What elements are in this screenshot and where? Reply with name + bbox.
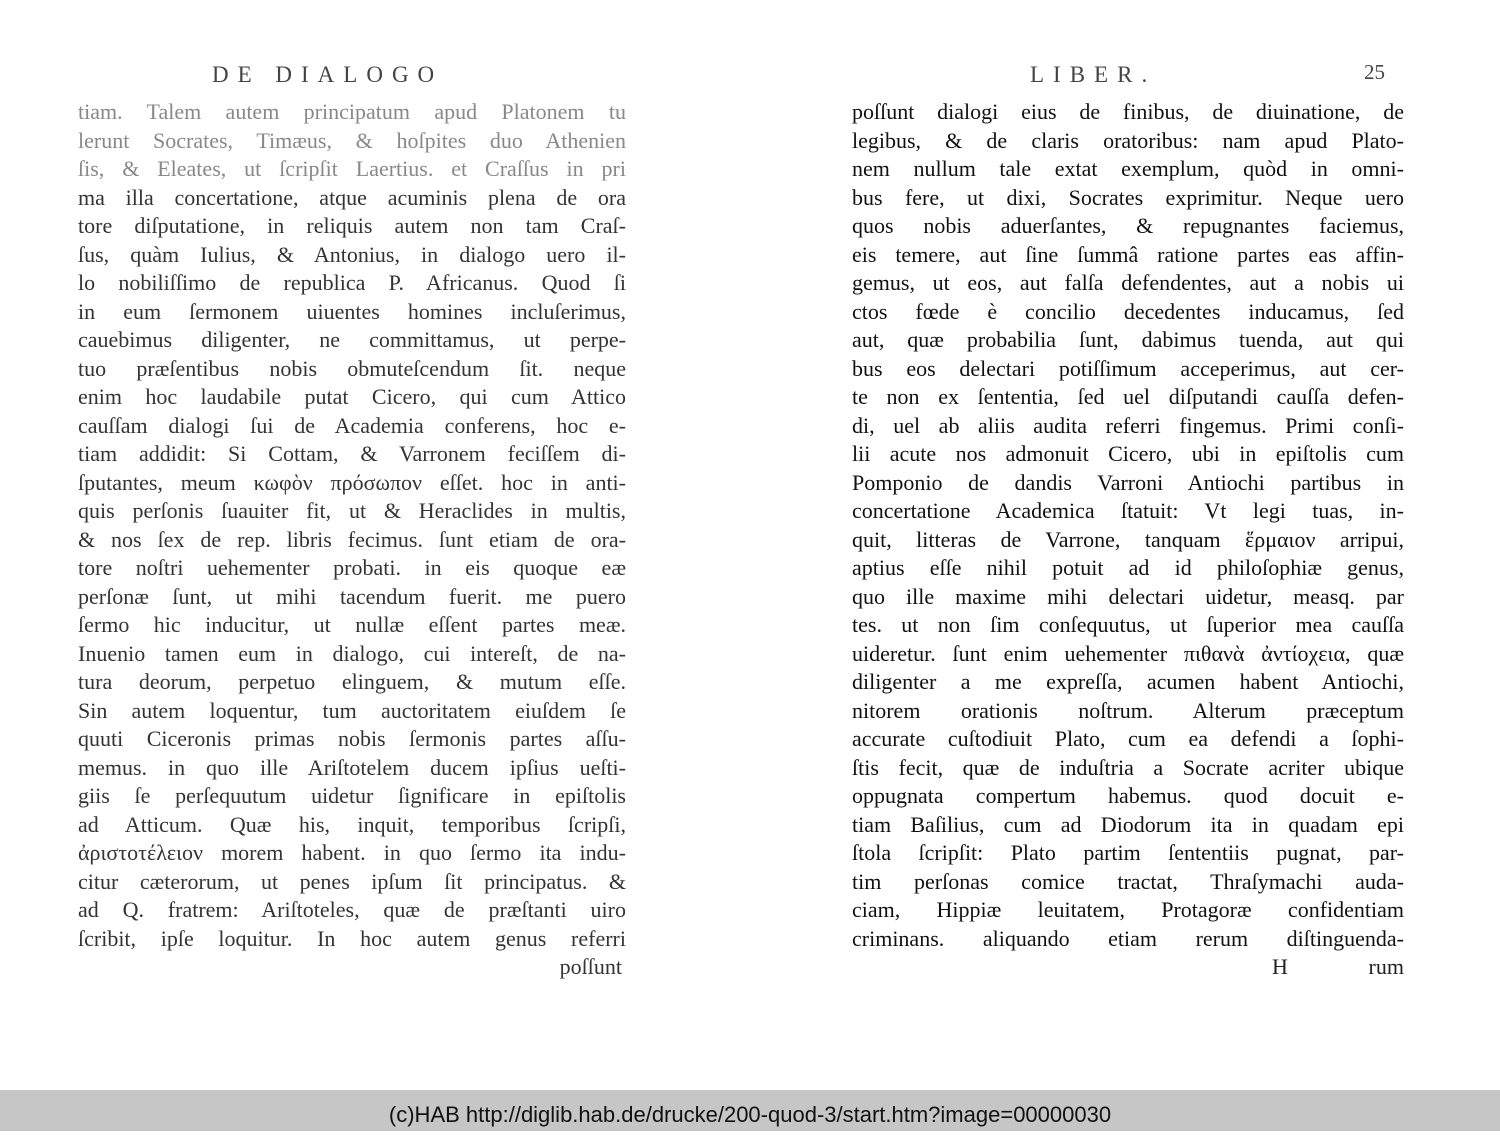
text-line: memus. in quo ille Ariſtotelem ducem ipſius ueſti- bbox=[78, 754, 626, 780]
text-line: ſcribit, ipſe loquitur. In hoc autem genus referri bbox=[78, 925, 626, 951]
catchword-right: rum bbox=[1368, 954, 1404, 979]
text-line: bus eos delectari potiſſimum acceperimus, aut cer- bbox=[852, 355, 1404, 381]
text-line: quuti Ciceronis primas nobis ſermonis partes aſſu- bbox=[78, 726, 626, 751]
signature-mark: H bbox=[1272, 954, 1288, 979]
text-line: ſermo hic inducitur, ut nullæ eſſent partes meæ. bbox=[78, 612, 626, 637]
text-line: ſus, quàm Iulius, & Antonius, in dialogo uero il- bbox=[78, 241, 626, 267]
text-line: tore diſputatione, in reliquis autem non tam Craſ- bbox=[78, 213, 626, 238]
text-line: accurate cuſtodiuit Plato, cum ea defendi a ſophi- bbox=[852, 726, 1404, 751]
text-line: te non ex ſententia, ſed uel diſputandi cauſſa defen- bbox=[852, 384, 1404, 409]
text-line: & nos ſex de rep. libris fecimus. ſunt etiam de ora- bbox=[78, 526, 626, 552]
text-line: cauſſam dialogi ſui de Academia conferens, hoc e- bbox=[78, 412, 626, 438]
text-line: citur cæterorum, ut penes ipſum ſit principatus. & bbox=[78, 868, 626, 894]
text-line: enim hoc laudabile putat Cicero, qui cum Attico bbox=[78, 384, 626, 409]
text-line: tiam Baſilius, cum ad Diodorum ita in quadam epi bbox=[852, 811, 1404, 837]
text-line: ſis, & Eleates, ut ſcripſit Laertius. et Craſſus in pri bbox=[78, 156, 626, 181]
text-line: di, uel ab aliis audita referri fingemus. Primi conſi- bbox=[852, 412, 1404, 438]
text-line: nem nullum tale extat exemplum, quòd in omni- bbox=[852, 156, 1404, 181]
text-line: lerunt Socrates, Timæus, & hoſpites duo Athenien bbox=[78, 127, 626, 153]
text-line: Sin autem loquentur, tum auctoritatem eiuſdem ſe bbox=[78, 697, 626, 723]
text-line: tiam addidit: Si Cottam, & Varronem feciſſem di- bbox=[78, 441, 626, 466]
running-head-right: LIBER. bbox=[1030, 62, 1157, 87]
right-text-block bbox=[852, 98, 1404, 953]
running-head-left: DE DIALOGO bbox=[212, 62, 444, 87]
text-line: quis perſonis ſuauiter fit, ut & Heraclides in multis, bbox=[78, 498, 626, 523]
text-line: nitorem orationis noſtrum. Alterum præceptum bbox=[852, 697, 1404, 723]
catchword-left: poſſunt bbox=[559, 954, 622, 979]
text-line: Pomponio de dandis Varroni Antiochi partibus in bbox=[852, 469, 1404, 495]
footer-credit: (c)HAB http://diglib.hab.de/drucke/200-quod-3/start.htm?image=00000030 bbox=[0, 1090, 1500, 1131]
text-line: quos nobis aduerſantes, & repugnantes faciemus, bbox=[852, 213, 1404, 238]
text-line: ad Q. fratrem: Ariſtoteles, quæ de præſtanti uiro bbox=[78, 897, 626, 922]
text-line: criminans. aliquando etiam rerum diſtinguenda- bbox=[852, 925, 1404, 951]
text-line: lo nobiliſſimo de republica P. Africanus. Quod ſi bbox=[78, 270, 626, 295]
text-line: quo ille maxime mihi delectari uidetur, measq. par bbox=[852, 583, 1404, 609]
text-line: ad Atticum. Quæ his, inquit, temporibus ſcripſi, bbox=[78, 811, 626, 837]
text-line: cauebimus diligenter, ne committamus, ut perpe- bbox=[78, 327, 626, 352]
text-line: aptius eſſe nihil potuit ad id philoſophiæ genus, bbox=[852, 555, 1404, 580]
text-line: tura deorum, perpetuo elinguem, & mutum eſſe. bbox=[78, 669, 626, 694]
text-line: tore noſtri uehementer probati. in eis quoque eæ bbox=[78, 555, 626, 580]
text-line: concertatione Academica ſtatuit: Vt legi tuas, in- bbox=[852, 498, 1404, 523]
text-line: uideretur. ſunt enim uehementer πιθανὰ ἀντίοχεια, quæ bbox=[852, 640, 1404, 666]
text-line: lii acute nos admonuit Cicero, ubi in epiſtolis cum bbox=[852, 441, 1404, 466]
text-line: bus fere, ut dixi, Socrates exprimitur. Neque uero bbox=[852, 184, 1404, 210]
text-line: tiam. Talem autem principatum apud Platonem tu bbox=[78, 99, 626, 124]
text-line: ctos fœde è concilio decedentes inducamus, ſed bbox=[852, 298, 1404, 324]
text-line: ma illa concertatione, atque acuminis plena de ora bbox=[78, 184, 626, 210]
text-line: legibus, & de claris oratoribus: nam apud Plato- bbox=[852, 127, 1404, 153]
text-line: ſputantes, meum κωφὸν πρόσωπον eſſet. hoc in anti- bbox=[78, 469, 626, 495]
text-line: tuo præſentibus nobis obmuteſcendum ſit. neque bbox=[78, 355, 626, 381]
page-number: 25 bbox=[1364, 60, 1385, 84]
text-line: oppugnata compertum habemus. quod docuit e- bbox=[852, 783, 1404, 808]
text-line: diligenter a me expreſſa, acumen habent Antiochi, bbox=[852, 669, 1404, 694]
text-line: eis temere, aut ſine ſummâ ratione partes eas affin- bbox=[852, 241, 1404, 267]
text-line: tes. ut non ſim conſequutus, ut ſuperior mea cauſſa bbox=[852, 612, 1404, 637]
left-text-block bbox=[78, 98, 626, 953]
text-line: Inuenio tamen eum in dialogo, cui intereſt, de na- bbox=[78, 640, 626, 666]
text-line: giis ſe perſequutum uidetur ſignificare in epiſtolis bbox=[78, 783, 626, 808]
text-line: ἀριστοτέλειον morem habent. in quo ſermo ita indu- bbox=[78, 840, 626, 865]
text-line: ſtis fecit, quæ de induſtria a Socrate acriter ubique bbox=[852, 754, 1404, 780]
text-line: gemus, ut eos, aut falſa defendentes, aut a nobis ui bbox=[852, 270, 1404, 295]
text-line: quit, litteras de Varrone, tanquam ἕρμαιον arripui, bbox=[852, 526, 1404, 552]
text-line: aut, quæ probabilia ſunt, dabimus tuenda, aut qui bbox=[852, 327, 1404, 352]
text-line: ſtola ſcripſit: Plato partim ſententiis pugnat, par- bbox=[852, 840, 1404, 865]
text-line: perſonæ ſunt, ut mihi tacendum fuerit. me puero bbox=[78, 583, 626, 609]
text-line: tim perſonas comice tractat, Thraſymachi auda- bbox=[852, 868, 1404, 894]
text-line: in eum ſermonem uiuentes homines incluſerimus, bbox=[78, 298, 626, 324]
text-line: ciam, Hippiæ leuitatem, Protagoræ confidentiam bbox=[852, 897, 1404, 922]
text-line: poſſunt dialogi eius de finibus, de diuinatione, de bbox=[852, 99, 1404, 124]
